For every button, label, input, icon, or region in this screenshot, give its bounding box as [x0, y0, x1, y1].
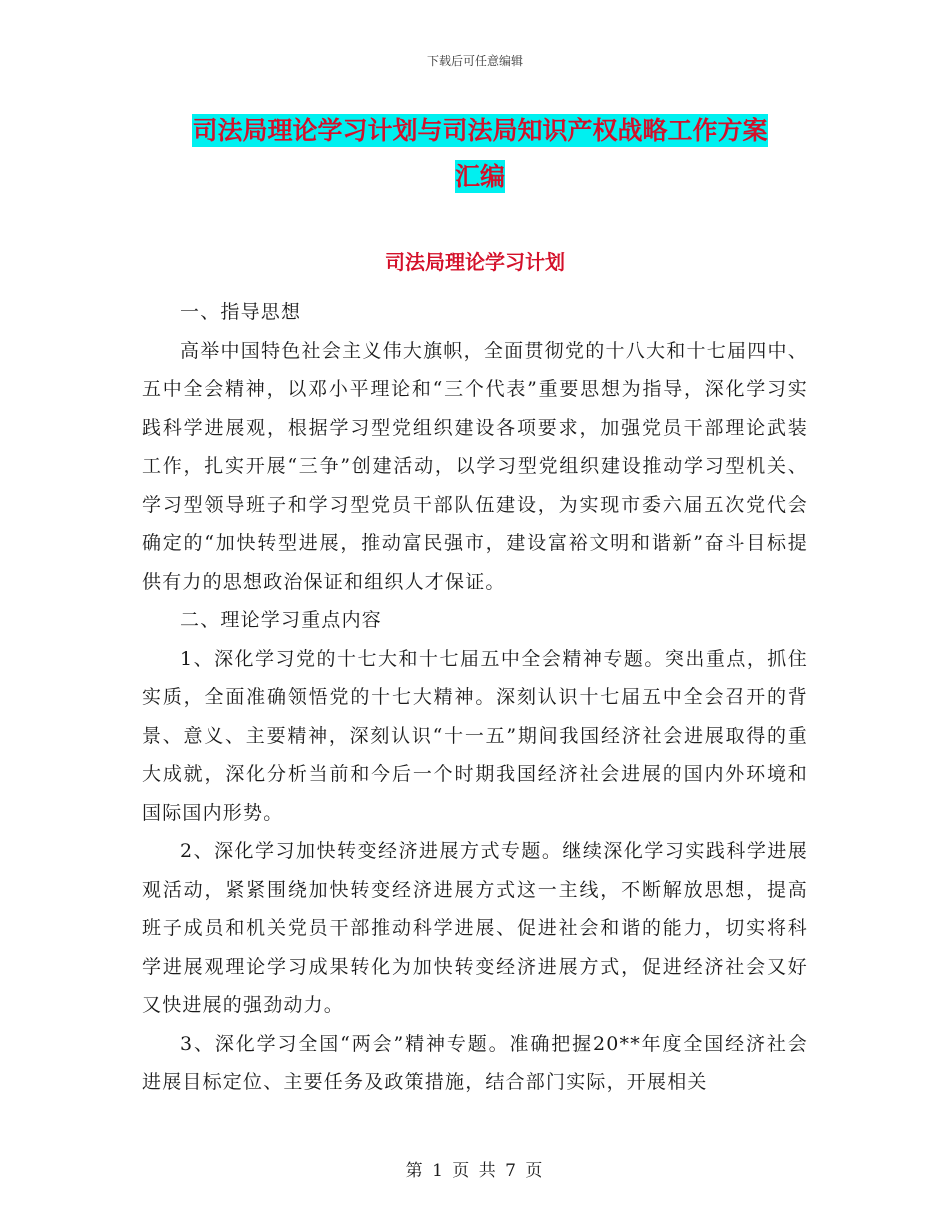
heading-key-content: 二、理论学习重点内容 — [180, 609, 383, 631]
paragraph: 3、深化学习全国“两会”精神专题。准确把握20**年度全国经济社会进展目标定位、主要任务及政策措施，结合部门实际，开展相关 — [142, 1032, 808, 1093]
body-text — [142, 293, 808, 1102]
header-note: 下载后可任意编辑 — [426, 54, 523, 68]
page-footer: 第 1 页 共 7 页 — [405, 1161, 545, 1181]
document-title-line2: 汇编 — [454, 162, 505, 191]
section-title: 司法局理论学习计划 — [385, 250, 565, 274]
paragraph: 高举中国特色社会主义伟大旗帜，全面贯彻党的十八大和十七届四中、五中全会精神，以邓小平理论和“三个代表”重要思想为指导，深化学习实践科学进展观，根据学习型党组织建设各项要求，加强党员干部理论武装工作，扎实开展“三争”创建活动，以学习型党组织建设推动学习型机关、学习型领导班子和学习型党员干部队伍建设，为实现市委六届五次党代会确定的“加快转型进展，推动富民强市，建设富裕文明和谐新”奋斗目标提供有力的思想政治保证和组织人才保证。 — [142, 339, 808, 593]
document-title — [140, 108, 820, 200]
paragraph: 1、深化学习党的十七大和十七届五中全会精神专题。突出重点，抓住实质，全面准确领悟党的十七大精神。深刻认识十七届五中全会召开的背景、意义、主要精神，深刻认识“十一五”期间我国经济社会进展取得的重大成就，深化分析当前和今后一个时期我国经济社会进展的国内外环境和国际国内形势。 — [142, 647, 808, 824]
paragraph: 2、深化学习加快转变经济进展方式专题。继续深化学习实践科学进展观活动，紧紧围绕加快转变经济进展方式这一主线，不断解放思想，提高班子成员和机关党员干部推动科学进展、促进社会和谐的能力，切实将科学进展观理论学习成果转化为加快转变经济进展方式，促进经济社会又好又快进展的强劲动力。 — [142, 840, 808, 1016]
heading-guiding-thought: 一、指导思想 — [180, 301, 302, 323]
document-title-line1: 司法局理论学习计划与司法局知识产权战略工作方案 — [192, 116, 768, 145]
